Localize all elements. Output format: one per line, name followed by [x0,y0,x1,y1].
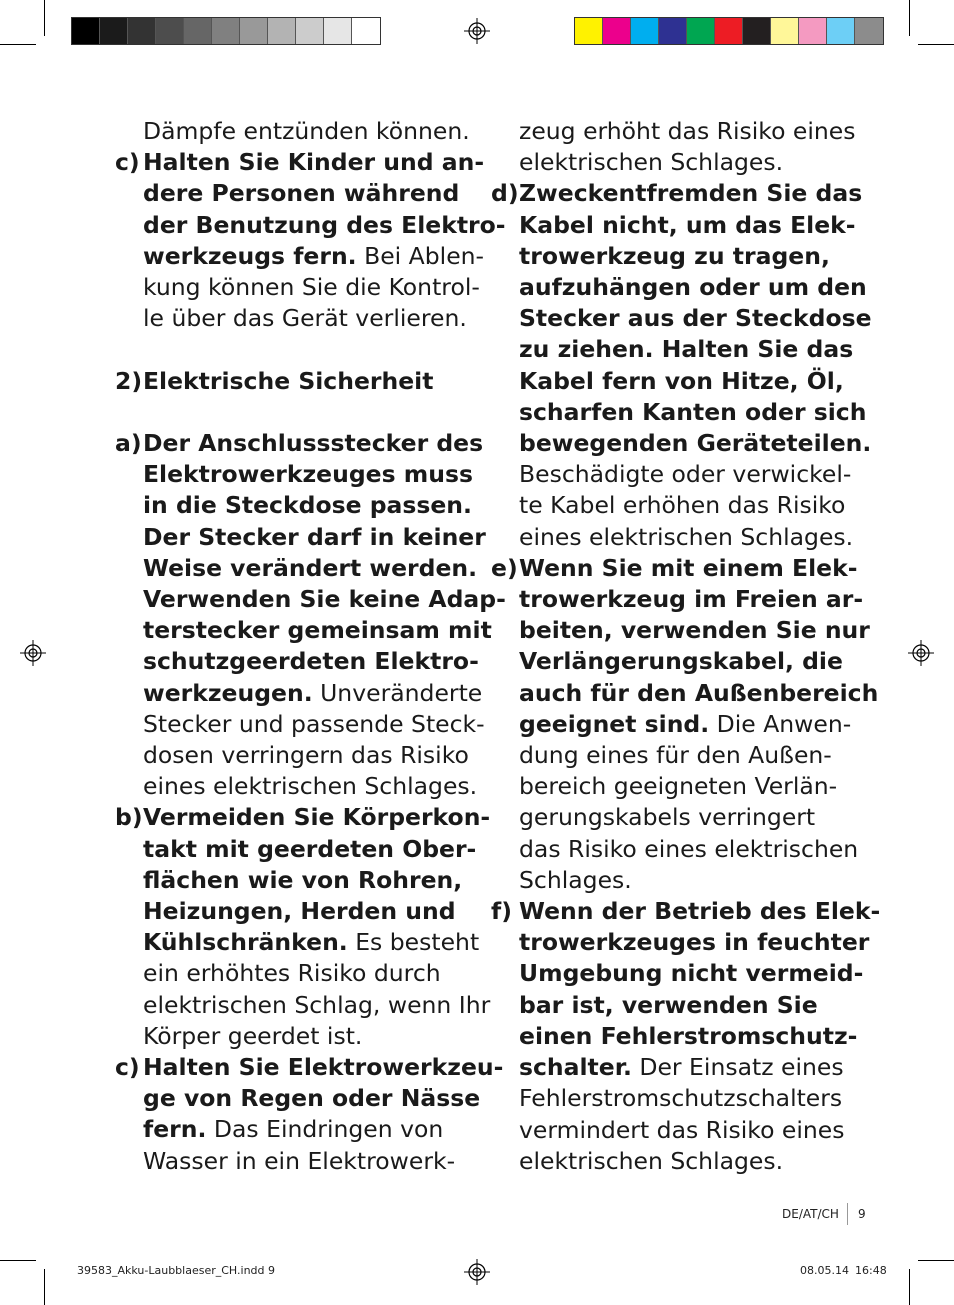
page-region-label: DE/AT/CH [782,1207,839,1221]
normal-text: Das Eindringen von [206,1115,444,1144]
color-swatch [715,18,743,44]
text-line [143,646,506,677]
text-line [143,553,506,584]
list-item [115,802,491,1052]
text-line [143,865,490,896]
text-line [519,366,872,397]
text-line [143,834,490,865]
item-label: d) [491,179,519,208]
normal-text: Unveränderte [312,678,483,707]
bold-text: Der Stecker darf in keiner [143,522,486,551]
text-line: Stecker und passende Steck- [143,709,485,738]
text-line [519,990,880,1021]
crop-mark [918,44,954,45]
color-swatch [184,18,212,44]
bold-text: trowerkzeug im Freien ar- [519,585,864,614]
color-swatch [324,18,352,44]
bold-text: Der Anschlussstecker des [143,429,484,457]
footer-divider [847,1203,848,1225]
color-swatch [352,18,380,44]
text-line: vermindert das Risiko eines [519,1115,845,1144]
bold-text: einen Fehlerstromschutz- [519,1021,858,1050]
text-line: zeug erhöht das Risiko eines [519,117,856,145]
item-label [491,116,519,178]
list-item [115,1052,504,1177]
crop-mark [44,0,45,36]
registration-mark-icon [20,640,46,666]
bold-text: Wenn der Betrieb des Elek- [519,897,881,926]
color-swatch [687,18,715,44]
bold-text: bewegenden Geräteteilen. [519,429,872,458]
crop-mark [918,1260,954,1261]
text-line [519,334,872,365]
text-line [519,958,880,989]
text-line: te Kabel erhöhen das Risiko [519,491,846,520]
item-text [143,1052,503,1177]
text-line: das Risiko eines elektrischen [519,834,859,863]
text-line [143,584,506,615]
text-line: Schlages. [519,865,632,894]
text-line [143,1052,503,1083]
text-line: bereich geeigneten Verlän- [519,772,838,801]
page-number: 9 [858,1207,866,1221]
bold-text: ge von Regen oder Nässe [143,1084,481,1113]
text-line [143,522,506,553]
text-line: dosen verringern das Risiko [143,741,469,770]
item-text [519,178,872,552]
color-swatch [296,18,324,44]
text-line [519,615,878,646]
item-text [519,896,880,1177]
bold-text: fern. [143,1115,207,1144]
text-line: Körper geerdet ist. [143,1021,363,1050]
item-label: c) [115,1053,140,1082]
list-item [491,116,856,178]
item-label: c) [115,148,140,177]
text-line [519,272,872,303]
bold-text: Wenn Sie mit einem Elek- [519,553,858,582]
crop-mark [909,0,910,36]
text-line: elektrischen Schlag, wenn Ihr [143,990,491,1019]
color-swatch [268,18,296,44]
crop-mark [909,1269,910,1305]
print-time: 16:48 [855,1264,887,1277]
crop-mark [0,44,36,45]
list-item [115,428,506,802]
text-line [519,1021,880,1052]
color-calibration-bar [574,17,884,45]
crop-mark [44,1269,45,1305]
item-label: a) [115,429,142,457]
color-swatch [240,18,268,44]
bold-text: in die Steckdose passen. [143,491,472,520]
bold-text: trowerkzeuges in feuchter [519,928,870,957]
text-line [519,709,878,740]
paragraph-gap [115,397,465,428]
text-line [143,1114,503,1145]
bold-text: Umgebung nicht vermeid- [519,959,864,988]
file-name: 39583_Akku-Laubblaeser_CH.indd 9 [77,1264,275,1277]
crop-mark [0,1260,36,1261]
item-label: f) [491,897,512,926]
text-line [519,178,872,209]
bold-text: Verwenden Sie keine Adap- [143,585,506,614]
item-text [143,147,506,334]
bold-text: bar ist, verwenden Sie [519,990,818,1019]
left-column [115,116,506,1177]
list-item [491,178,872,552]
bold-text: Kabel fern von Hitze, Öl, [519,366,844,395]
color-swatch [631,18,659,44]
color-swatch [855,18,883,44]
text-line [519,584,878,615]
normal-text: Bei Ablen- [356,241,485,270]
bold-text: flächen wie von Rohren, [143,865,463,894]
color-swatch [72,18,100,44]
item-label: 2) [115,366,143,395]
text-line: kung können Sie die Kontrol- [143,273,480,302]
text-line: Dämpfe entzünden können. [143,117,470,145]
bold-text: zu ziehen. Halten Sie das [519,335,854,364]
list-item [115,147,506,334]
text-line [143,428,506,459]
text-line [143,1083,503,1114]
bold-text: trowerkzeug zu tragen, [519,241,830,270]
text-line [519,428,872,459]
registration-mark-icon [464,18,490,44]
text-line: le über das Gerät verlieren. [143,304,467,333]
text-line [519,241,872,272]
item-text [143,366,465,397]
bold-text: schalter. [519,1053,632,1082]
color-swatch [743,18,771,44]
text-line [143,241,506,272]
text-line: Wasser in ein Elektrowerk- [143,1146,456,1175]
item-label: b) [115,803,143,832]
color-swatch [659,18,687,44]
bold-text: Vermeiden Sie Körperkon- [143,803,491,832]
text-line [143,802,490,833]
text-line [519,1052,880,1083]
bold-text: der Benutzung des Elektro- [143,210,506,239]
item-text [143,116,470,147]
item-text [143,802,490,1052]
list-item [115,116,470,147]
bold-text: werkzeugs fern. [143,241,357,270]
bold-text: takt mit geerdeten Ober- [143,834,477,863]
text-line [519,210,872,241]
list-item [491,896,881,1177]
bold-text: schutzgeerdeten Elektro- [143,647,479,676]
text-line [143,147,506,178]
item-text [143,428,506,802]
item-label: e) [491,553,518,582]
text-line [519,646,878,677]
registration-mark-icon [908,640,934,666]
text-line [143,459,506,490]
text-line [519,397,872,428]
text-line: elektrischen Schlages. [519,1146,784,1175]
text-line: Beschädigte oder verwickel- [519,460,852,489]
text-line [143,678,506,709]
bold-text: terstecker gemeinsam mit [143,616,492,645]
bold-text: Verlängerungskabel, die [519,647,843,676]
text-line: gerungskabels verringert [519,803,816,832]
bold-text: geeignet sind. [519,709,710,738]
item-text [519,553,878,896]
normal-text: Die Anwen- [709,709,852,738]
registration-mark-icon [464,1259,490,1285]
text-line [519,553,878,584]
text-line: ein erhöhtes Risiko durch [143,959,441,988]
bold-text: Kühlschränken. [143,928,348,957]
color-swatch [827,18,855,44]
color-swatch [575,18,603,44]
list-item [491,553,879,896]
print-date: 08.05.14 [800,1264,849,1277]
text-line [143,366,465,397]
color-swatch [771,18,799,44]
color-swatch [603,18,631,44]
text-line [519,678,878,709]
text-line [519,896,880,927]
text-line: Fehlerstromschutzschalters [519,1084,843,1113]
bold-text: werkzeugen. [143,678,313,707]
bold-text: Halten Sie Kinder und an- [143,148,485,177]
bold-text: aufzuhängen oder um den [519,273,867,302]
text-line [143,178,506,209]
text-line: eines elektrischen Schlages. [143,772,478,801]
text-line: eines elektrischen Schlages. [519,522,854,551]
bold-text: Elektrowerkzeuges muss [143,460,473,489]
paragraph-gap [115,334,465,365]
text-line: dung eines für den Außen- [519,741,832,770]
bold-text: Heizungen, Herden und [143,897,456,926]
color-swatch [799,18,827,44]
text-line [143,210,506,241]
normal-text: Der Einsatz eines [631,1053,844,1082]
text-line [519,927,880,958]
text-line [143,615,506,646]
bold-text: Kabel nicht, um das Elek- [519,210,856,239]
color-swatch [128,18,156,44]
item-label [115,116,143,147]
text-line [143,896,490,927]
bold-text: Weise verändert werden. [143,553,478,582]
normal-text: Es besteht [347,928,480,957]
text-line [519,303,872,334]
color-swatch [100,18,128,44]
text-line [143,927,490,958]
bold-text: Zweckentfremden Sie das [519,179,863,208]
bold-text: auch für den Außenbereich [519,678,879,707]
text-line: elektrischen Schlages. [519,148,784,177]
bold-text: Halten Sie Elektrowerkzeu- [143,1053,504,1082]
color-swatch [156,18,184,44]
bold-text: scharfen Kanten oder sich [519,397,867,426]
item-text [519,116,856,178]
bold-text: Stecker aus der Steckdose [519,304,872,333]
right-column [491,116,881,1177]
text-line [143,490,506,521]
bold-text: dere Personen während [143,179,460,208]
grayscale-calibration-bar [71,17,381,45]
bold-text: beiten, verwenden Sie nur [519,616,870,645]
bold-text: Elektrische Sicherheit [143,366,434,395]
list-item [115,366,465,397]
color-swatch [212,18,240,44]
